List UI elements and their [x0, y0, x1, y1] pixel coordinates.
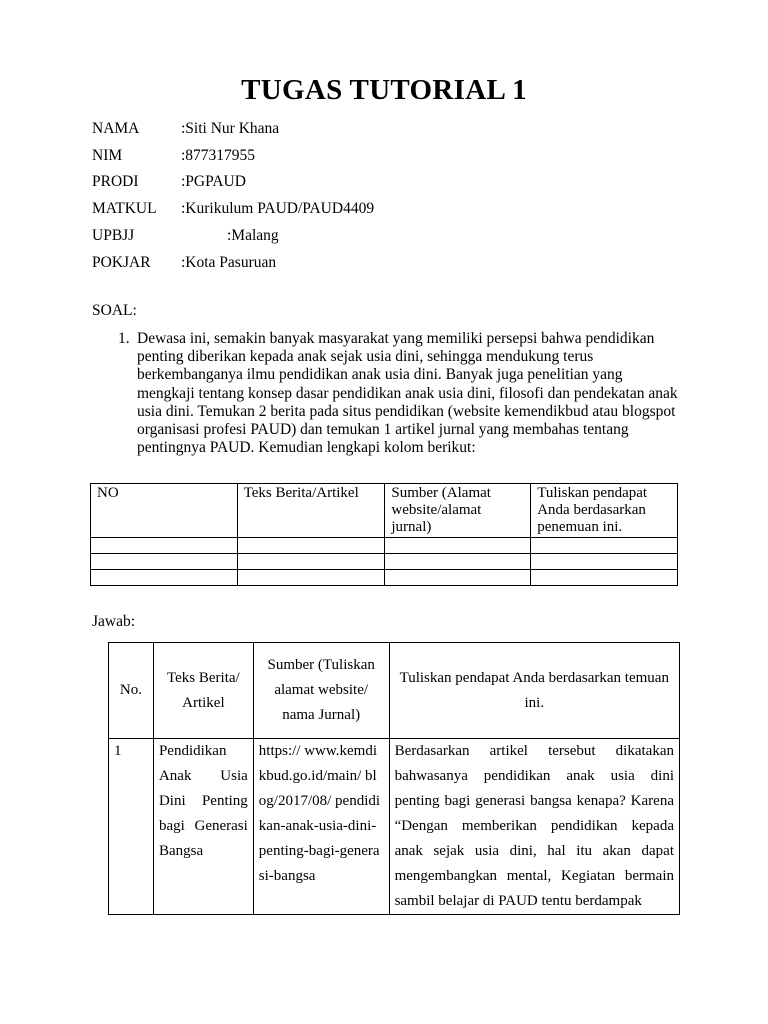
identity-value: :Kota Pasuruan [181, 253, 277, 271]
identity-value: :Kurikulum PAUD/PAUD4409 [181, 200, 375, 218]
identity-label: MATKUL [92, 200, 157, 218]
question-item [118, 330, 678, 457]
identity-row-pokjar [92, 250, 374, 277]
cell-pendapat: Berdasarkan artikel tersebut dikatakan bahwasanya pendidikan anak usia dini penting bagi generasi bangsa kenapa? Karena “Dengan memberikan pendidikan kepada anak sejak usia dini, hal itu akan dapat mengembangkan mental, Kegiatan bermain sambil belajar di PAUD tentu berdampak [389, 739, 679, 915]
jawab-heading: Jawab: [92, 613, 136, 630]
soal-heading: SOAL: [92, 302, 137, 319]
header-cell-no: NO [91, 484, 238, 538]
header-cell-sumber: Sumber (Tuliskan alamat website/ nama Jurnal) [253, 643, 389, 739]
cell-no: 1 [109, 739, 154, 915]
cell-teks: Pendidikan Anak Usia Dini Penting bagi Generasi Bangsa [153, 739, 253, 915]
table-row [91, 554, 678, 570]
header-cell-sumber: Sumber (Alamat website/alamat jurnal) [385, 484, 531, 538]
identity-row-matkul [92, 196, 374, 223]
question-number: 1. [118, 330, 130, 347]
table-row [91, 538, 678, 554]
header-cell-pendapat: Tuliskan pendapat Anda berdasarkan temuan ini. [389, 643, 679, 739]
identity-block [92, 116, 374, 276]
identity-label: NAMA [92, 120, 140, 137]
table-row [109, 739, 680, 915]
identity-label: UPBJJ [92, 226, 135, 244]
header-cell-pendapat: Tuliskan pendapat Anda berdasarkan penemuan ini. [531, 484, 678, 538]
answer-table [108, 642, 680, 915]
identity-row-nama [92, 116, 374, 143]
header-cell-teks: Teks Berita/Artikel [237, 484, 385, 538]
question-text: Dewasa ini, semakin banyak masyarakat yang memiliki persepsi bahwa pendidikan penting diberikan kepada anak sejak usia dini, sehingga mendukung terus berkembanganya ilmu pendidikan anak usia dini. Banyak juga penelitian yang mengkaji tentang konsep dasar pendidikan anak usia dini, filosofi dan pendekatan anak usia dini. Temukan 2 berita pada situs pendidikan (website kemendikbud atau blogspot organisasi profesi PAUD) dan temukan 1 artikel jurnal yang membahas tentang pentingnya PAUD. Kemudian lengkapi kolom berikut: [137, 330, 678, 457]
identity-value: :877317955 [181, 146, 256, 164]
identity-row-upbjj [92, 223, 374, 250]
header-cell-teks: Teks Berita/ Artikel [153, 643, 253, 739]
identity-row-nim [92, 143, 374, 170]
identity-label: POKJAR [92, 253, 151, 271]
identity-value: :PGPAUD [181, 173, 246, 191]
question-table-header [91, 484, 678, 538]
cell-sumber: https:// www.kemdikbud.go.id/main/ blog/2017/08/ pendidikan-anak-usia-dini-penting-bagi-generasi-bangsa [253, 739, 389, 915]
identity-value: :Siti Nur Khana [181, 120, 280, 137]
identity-label: PRODI [92, 173, 139, 191]
document-title: TUGAS TUTORIAL 1 [241, 74, 527, 106]
identity-row-prodi [92, 169, 374, 196]
identity-label: NIM [92, 146, 123, 164]
answer-table-header [109, 643, 680, 739]
table-row [91, 570, 678, 586]
header-cell-no: No. [109, 643, 154, 739]
question-table [90, 483, 678, 586]
identity-value: :Malang [227, 226, 279, 244]
